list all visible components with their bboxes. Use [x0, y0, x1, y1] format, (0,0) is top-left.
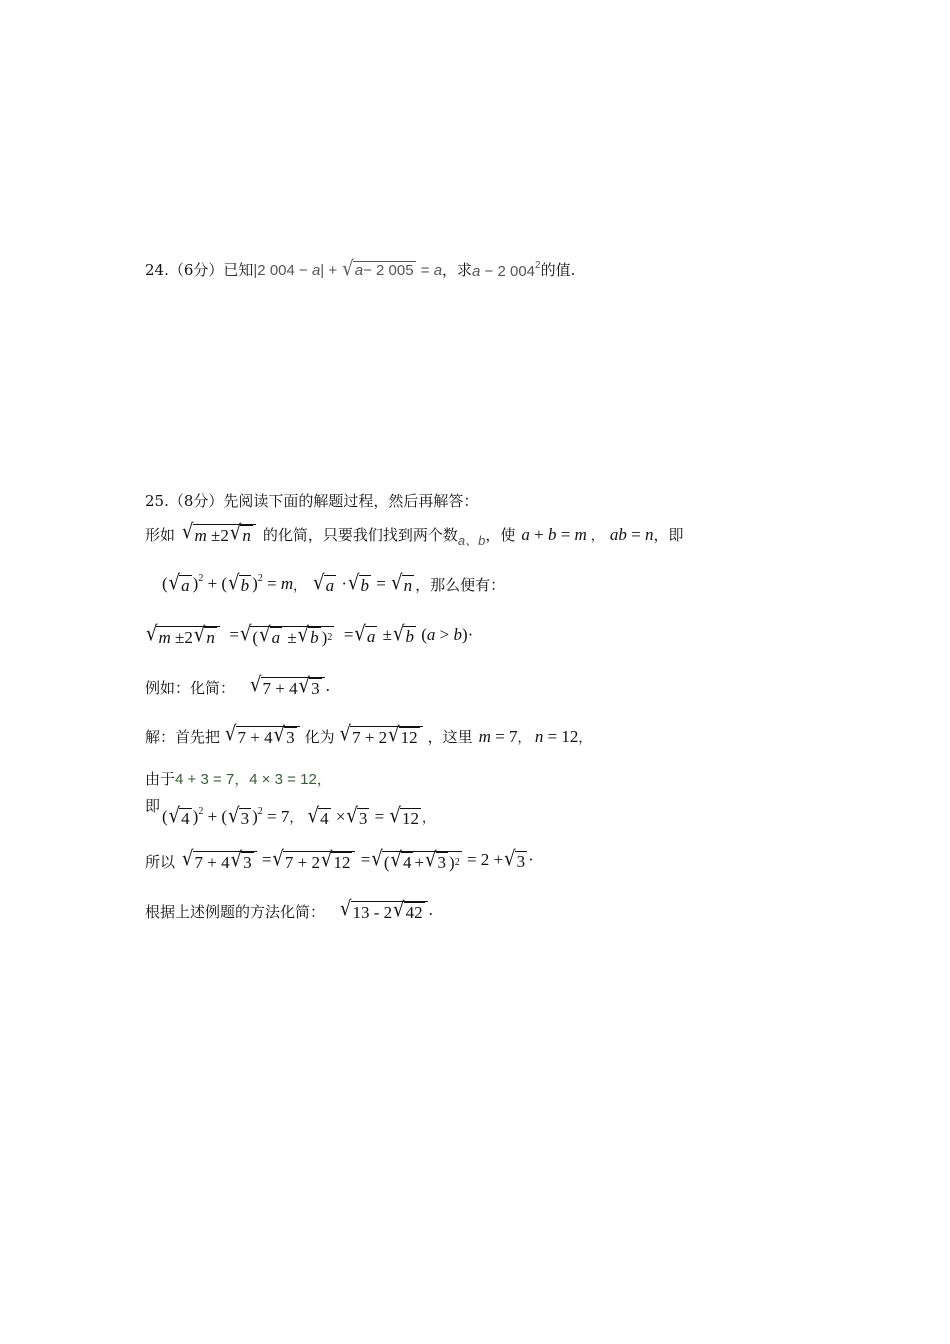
question-24: [145, 256, 576, 281]
q25-l1-a: 形如: [145, 526, 176, 544]
q25-l6-equations: 4 + 3 = 7，4 × 3 = 12，: [175, 771, 332, 788]
q25-l4-label: 例如：化简：: [145, 679, 236, 697]
q25-l9-label: 根据上述例题的方法化简：: [145, 903, 326, 921]
q24-condition-formula: |2 004 − a| + √ a − 2 005 = a: [253, 256, 443, 281]
q24-target-formula: a − 2 $004^2$: [472, 259, 541, 280]
formula-square-sum: ( √ a )$^2$ + ( √ b )$^2$ = m: [162, 571, 294, 596]
formula-7-plus-2sqrt12: √ 7 + 2 √ 12: [339, 725, 424, 748]
q25-l6-a: 由于: [145, 770, 176, 788]
q25-line-9: [145, 897, 433, 923]
q25-l5-b: 化为: [304, 728, 335, 746]
q25-line-1: 形如 √ m ±2 √ n 的化简，只要我们找到两个数 a、b ，使 a + b = m ， ab = n ，即: [145, 520, 684, 548]
q25-l1-d: ，即: [653, 526, 684, 544]
formula-task: √ 13 - 2 √ 42 .: [340, 897, 433, 923]
q25-l2-tail: ，那么便有：: [415, 576, 506, 594]
q25-label: 25.（8分）先阅读下面的解题过程，然后再解答：: [145, 492, 479, 510]
q25-l1-ab: a、b: [457, 533, 486, 548]
formula-7-plus-4sqrt3: √ 7 + 4 √ 3: [224, 725, 301, 748]
q25-line-7: [145, 795, 160, 816]
formula-example-check: ( √ 4 )$^2$ + ( √ 3 )$^2$ = 7， √ 4 × √ 3 = √ 12 ，: [162, 804, 435, 829]
formula-ab-eq-n: ab = n: [609, 524, 654, 544]
q24-condition-tail: ，求: [442, 261, 473, 279]
q24-ask-tail: 的值.: [540, 261, 576, 279]
formula-product: √ a · √ b = √ n: [313, 570, 413, 595]
formula-example: √ 7 + 4 √ 3 .: [250, 673, 330, 699]
q25-l7-label: 即: [145, 797, 161, 815]
q25-line-8: [145, 847, 534, 873]
q25-l1-c: ，使: [485, 526, 516, 544]
q25-line-5: [145, 722, 592, 748]
question-25-title: [145, 490, 478, 511]
formula-m-pm-2sqrt-n: √ m ±2 √ n: [181, 523, 257, 546]
q25-line-4: [145, 673, 330, 699]
formula-general-result: √ m ±2 √ n = √ ( √ a ± √ b ) 2 = √ a ± √ b (a > b)·: [146, 622, 474, 648]
q25-l5-a: 解：首先把: [145, 728, 221, 746]
formula-m-n-values: m = 7， n = 12，: [478, 726, 592, 746]
q25-l8-label: 所以: [145, 853, 176, 871]
q25-l1-b: 的化简，只要我们找到两个数: [262, 526, 458, 544]
q24-label: 24.（6分）已知: [145, 261, 254, 279]
q25-l5-c: ，这里: [427, 728, 473, 746]
q25-line-2: ( √ a )$^2$ + ( √ b )$^2$ = m ， √ a · √ b = √ n ，那么便有：: [162, 570, 506, 596]
formula-example-result: √ 7 + 4 √ 3 = √ 7 + 2 √ 12 = √ ( √ 4 + √ 3 ) 2 = 2 + √ 3 ·: [182, 847, 534, 873]
q25-line-7-formula: [162, 806, 435, 829]
q25-line-6: [145, 768, 332, 789]
formula-a-plus-b-eq-m: a + b = m: [521, 524, 587, 544]
q25-line-3: [145, 622, 474, 648]
